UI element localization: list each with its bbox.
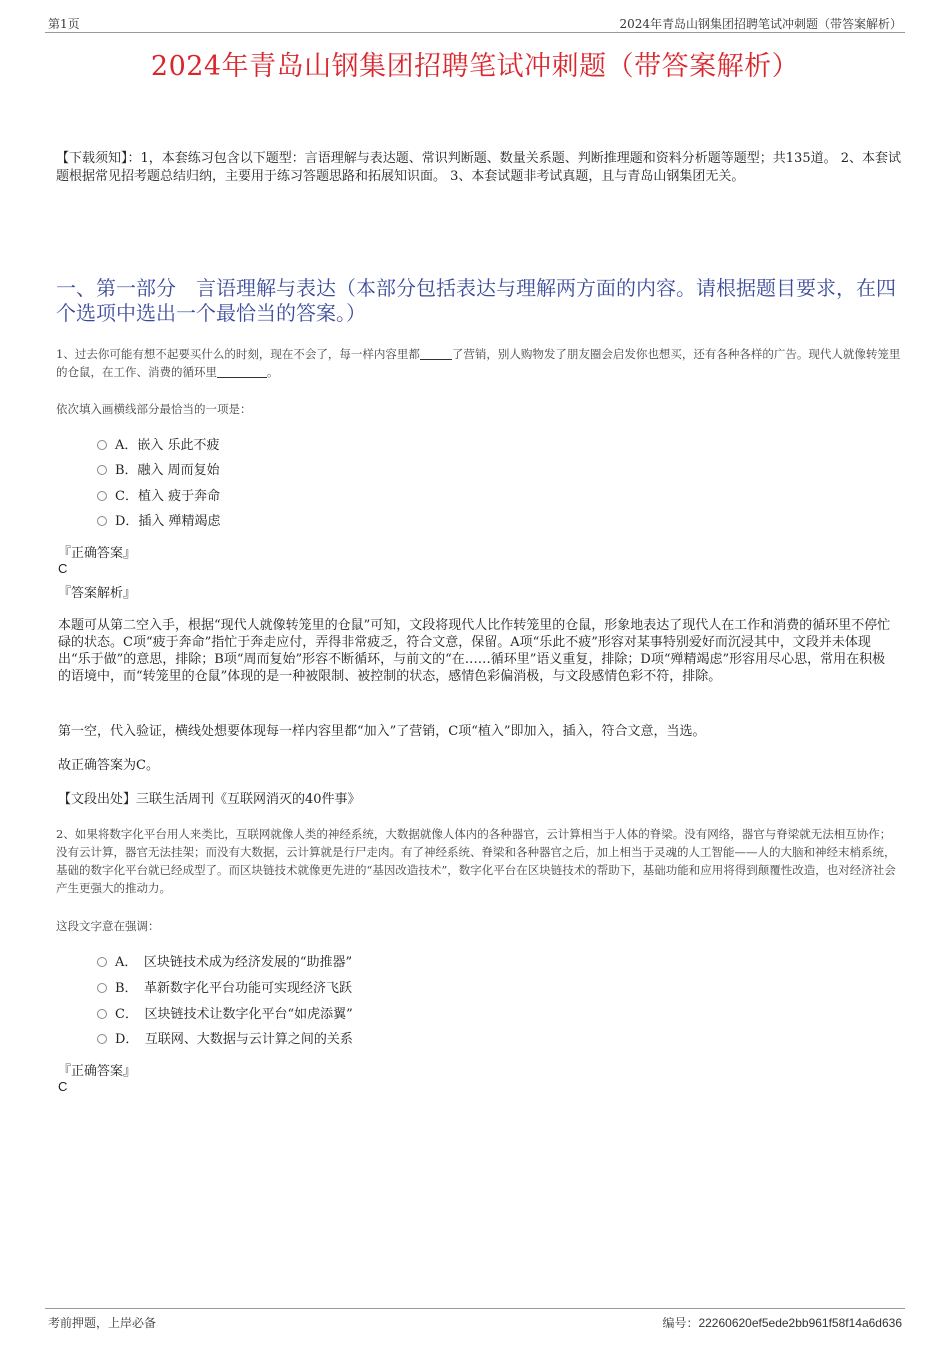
- question-2-option-a[interactable]: A． 区块链技术成为经济发展的“助推器”: [97, 953, 352, 973]
- page-header: [45, 14, 905, 33]
- question-2-option-b[interactable]: B． 革新数字化平台功能可实现经济飞跃: [97, 979, 352, 999]
- radio-icon[interactable]: [97, 1034, 107, 1044]
- document-title: 2024年青岛山钢集团招聘笔试冲刺题（带答案解析）: [150, 51, 800, 82]
- question-1-conclusion: 故正确答案为C。: [58, 758, 159, 773]
- radio-icon[interactable]: [97, 957, 107, 967]
- section-heading: 一、第一部分 言语理解与表达（本部分包括表达与理解两方面的内容。请根据题目要求，在四个选项中选出一个最恰当的答案。）: [56, 276, 896, 325]
- radio-icon[interactable]: [97, 983, 107, 993]
- question-1-analysis-paragraph: 第一空，代入验证，横线处想要体现每一样内容里都“加入”了营销，C项“植入”即加入，插入，符合文意，当选。: [58, 724, 706, 739]
- question-1-text: 1、过去你可能有想不起要买什么的时刻，现在不会了，每一样内容里都 了营销，别人购物发了朋友圈会启发你也想买，还有各种各样的广告。现代人就像转笼里的仓鼠，在工作、消费的循环里 。: [56, 347, 901, 379]
- question-1-option-b[interactable]: B．融入 周而复始: [97, 461, 220, 481]
- radio-icon[interactable]: [97, 465, 107, 475]
- question-2-option-d[interactable]: D． 互联网、大数据与云计算之间的关系: [97, 1030, 353, 1050]
- question-1-source: 【文段出处】三联生活周刊《互联网消灭的40件事》: [58, 792, 361, 807]
- footer-slogan: 考前押题，上岸必备: [48, 1316, 157, 1330]
- question-1-answer: C: [58, 561, 68, 576]
- question-1-prompt: 依次填入画横线部分最恰当的一项是：: [56, 402, 252, 416]
- question-1-option-a[interactable]: A．嵌入 乐此不疲: [97, 436, 220, 456]
- question-2-option-c[interactable]: C． 区块链技术让数字化平台“如虎添翼”: [97, 1005, 353, 1025]
- radio-icon[interactable]: [97, 440, 107, 450]
- question-1-option-d[interactable]: D．插入 殚精竭虑: [97, 512, 221, 532]
- question-2-text: 2、如果将数字化平台用人来类比，互联网就像人类的神经系统，大数据就像人体内的各种器官，云计算相当于人体的脊梁。没有网络，器官与脊梁就无法相互协作；没有云计算，器官无法挂架；而没有大数据，云计算就是行尸走肉。有了神经系统、脊梁和各种器官之后，加上相当于灵魂的人工智能——人的大脑和神经末梢系统，基础的数字化平台就已经成型了。而区块链技术就像更先进的“基因改造技术”，数字化平台在区块链技术的帮助下，基础功能和应用将得到颠覆性改造，也对经济社会产生更强大的推动力。: [56, 827, 896, 895]
- radio-icon[interactable]: [97, 1009, 107, 1019]
- question-1-option-c[interactable]: C．植入 疲于奔命: [97, 487, 220, 507]
- question-2-answer: C: [58, 1079, 68, 1094]
- question-1-analysis-paragraph: 本题可从第二空入手，根据“现代人就像转笼里的仓鼠”可知，文段将现代人比作转笼里的仓鼠，形象地表达了现代人在工作和消费的循环里不停忙碌的状态。C项“疲于奔命”指忙于奔走应付，弄得非常疲乏，符合文意，保留。A项“乐此不疲”形容对某事特别爱好而沉浸其中，文段并未体现出“乐于做”的意思，排除；B项“周而复始”形容不断循环，与前文的“在……循环里”语义重复，排除；D项“殚精竭虑”形容用尽心思，常用在积极的语境中，而“转笼里的仓鼠”体现的是一种被限制、被控制的状态，感情色彩偏消极，与文段感情色彩不符，排除。: [58, 618, 891, 684]
- radio-icon[interactable]: [97, 516, 107, 526]
- document-code: 编号：22260620ef5ede2bb961f58f14a6d636: [662, 1316, 902, 1330]
- question-2-prompt: 这段文字意在强调：: [56, 919, 160, 933]
- fill-blank-1: [420, 347, 452, 360]
- question-2-correct-label: 『正确答案』: [58, 1064, 137, 1079]
- question-1-analysis-label: 『答案解析』: [58, 586, 137, 601]
- fill-blank-2: [217, 365, 267, 378]
- page-number: 第1页: [48, 17, 80, 31]
- radio-icon[interactable]: [97, 491, 107, 501]
- question-1-correct-label: 『正确答案』: [58, 546, 137, 561]
- download-notice: 【下载须知】：1，本套练习包含以下题型：言语理解与表达题、常识判断题、数量关系题、判断推理题和资料分析题等题型；共135道。 2、本套试题根据常见招考题总结归纳，主要用于练习答题思路和拓展知识面。 3、本套试题非考试真题，且与青岛山钢集团无关。: [56, 151, 901, 184]
- header-doc-title: 2024年青岛山钢集团招聘笔试冲刺题（带答案解析）: [619, 17, 902, 31]
- page-footer: [45, 1308, 905, 1333]
